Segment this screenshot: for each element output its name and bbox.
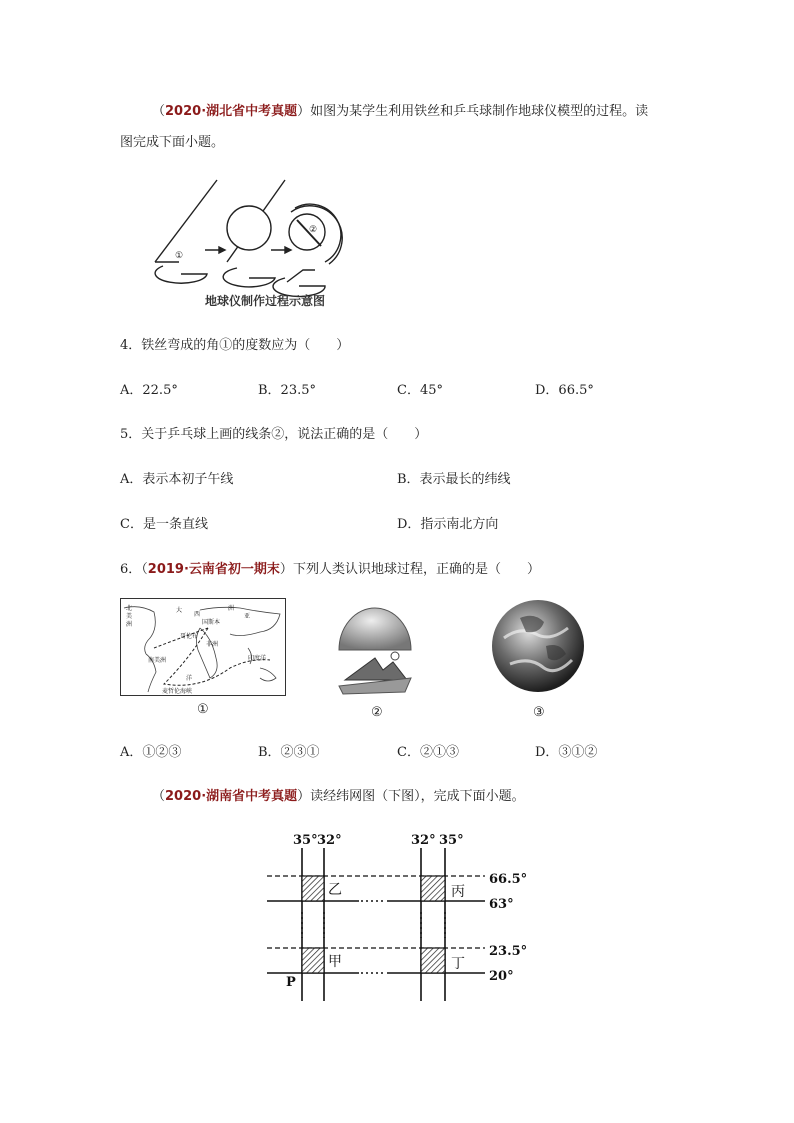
- ping-pong-ball-1: [227, 206, 271, 250]
- svg-text:亚: 亚: [244, 613, 251, 620]
- q6-option-d[interactable]: D．③①②: [535, 745, 598, 760]
- wire-base-2: [223, 268, 275, 287]
- q6-image-label-1: ①: [197, 702, 209, 717]
- source-tag: 2020·湖北省中考真题: [165, 104, 298, 119]
- point-p: P: [286, 975, 296, 990]
- line-marker: ②: [309, 225, 318, 235]
- cell-yi: 乙: [328, 882, 342, 898]
- cell-ding: 丁: [451, 956, 465, 972]
- dome-sky-image: [335, 600, 415, 696]
- q5-option-c[interactable]: C．是一条直线: [120, 517, 208, 532]
- world-map-image: [120, 598, 286, 696]
- lon-35-left: 35°: [293, 833, 318, 848]
- q5-option-a[interactable]: A．表示本初子午线: [120, 472, 234, 487]
- svg-text:大: 大: [176, 607, 183, 614]
- cell-jia: 甲: [328, 954, 342, 970]
- q4-stem: 4．铁丝弯成的角①的度数应为（ ）: [120, 338, 350, 353]
- lat-66-5: 66.5°: [489, 872, 528, 887]
- lat-long-grid-figure: [255, 826, 545, 1006]
- svg-text:美: 美: [126, 613, 133, 620]
- q5-stem: 5．关于乒乓球上画的线条②，说法正确的是（ ）: [120, 427, 428, 442]
- svg-text:洲: 洲: [228, 605, 235, 612]
- lon-32-right: 32°: [411, 833, 436, 848]
- svg-text:洲: 洲: [126, 621, 133, 628]
- lon-32-left: 32°: [317, 833, 342, 848]
- q4-option-b[interactable]: B．23.5°: [258, 383, 316, 398]
- lat-20: 20°: [489, 969, 514, 984]
- svg-text:国斯本: 国斯本: [202, 619, 221, 626]
- svg-text:印度洋: 印度洋: [248, 655, 267, 662]
- svg-text:洋: 洋: [186, 675, 193, 682]
- q4-option-a[interactable]: A．22.5°: [120, 383, 178, 398]
- svg-text:非洲: 非洲: [206, 641, 219, 648]
- svg-text:哥伦布: 哥伦布: [180, 633, 199, 640]
- angle-marker: ①: [175, 251, 184, 261]
- figure-1-caption: 地球仪制作过程示意图: [205, 294, 326, 308]
- q6-image-label-3: ③: [533, 705, 545, 720]
- q6-option-a[interactable]: A．①②③: [120, 745, 182, 760]
- lat-63: 63°: [489, 897, 514, 912]
- q6-source: 2019·云南省初一期末: [147, 562, 280, 577]
- lon-35-right: 35°: [439, 833, 464, 848]
- q6-option-b[interactable]: B．②③①: [258, 745, 320, 760]
- cell-bing: 丙: [451, 884, 465, 900]
- svg-text:北: 北: [126, 605, 133, 612]
- source-tag-2: 2020·湖南省中考真题: [165, 789, 298, 804]
- svg-text:麦哲伦海峡: 麦哲伦海峡: [162, 688, 193, 695]
- intro-1-line-2: 图完成下面小题。: [120, 135, 225, 150]
- q6-stem-line: 6．（2019·云南省初一期末）下列人类认识地球过程，正确的是（ ）: [120, 562, 540, 577]
- q5-option-d[interactable]: D．指示南北方向: [397, 517, 499, 532]
- svg-text:南美洲: 南美洲: [148, 657, 167, 664]
- q4-option-c[interactable]: C．45°: [397, 383, 443, 398]
- svg-text:西: 西: [194, 611, 201, 618]
- earth-photo-image: [490, 598, 586, 696]
- intro-1-line-1: （2020·湖北省中考真题）如图为某学生利用铁丝和乒乓球制作地球仪模型的过程。读: [152, 104, 649, 119]
- q5-option-b[interactable]: B．表示最长的纬线: [397, 472, 511, 487]
- wire-base-1: [155, 266, 207, 283]
- intro-2-line: （2020·湖南省中考真题）读经纬网图（下图），完成下面小题。: [152, 789, 525, 804]
- q4-option-d[interactable]: D．66.5°: [535, 383, 594, 398]
- intro-1-text: 如图为某学生利用铁丝和乒乓球制作地球仪模型的过程。读: [310, 104, 649, 119]
- q6-image-label-2: ②: [371, 705, 383, 720]
- q6-option-c[interactable]: C．②①③: [397, 745, 459, 760]
- lat-23-5: 23.5°: [489, 944, 528, 959]
